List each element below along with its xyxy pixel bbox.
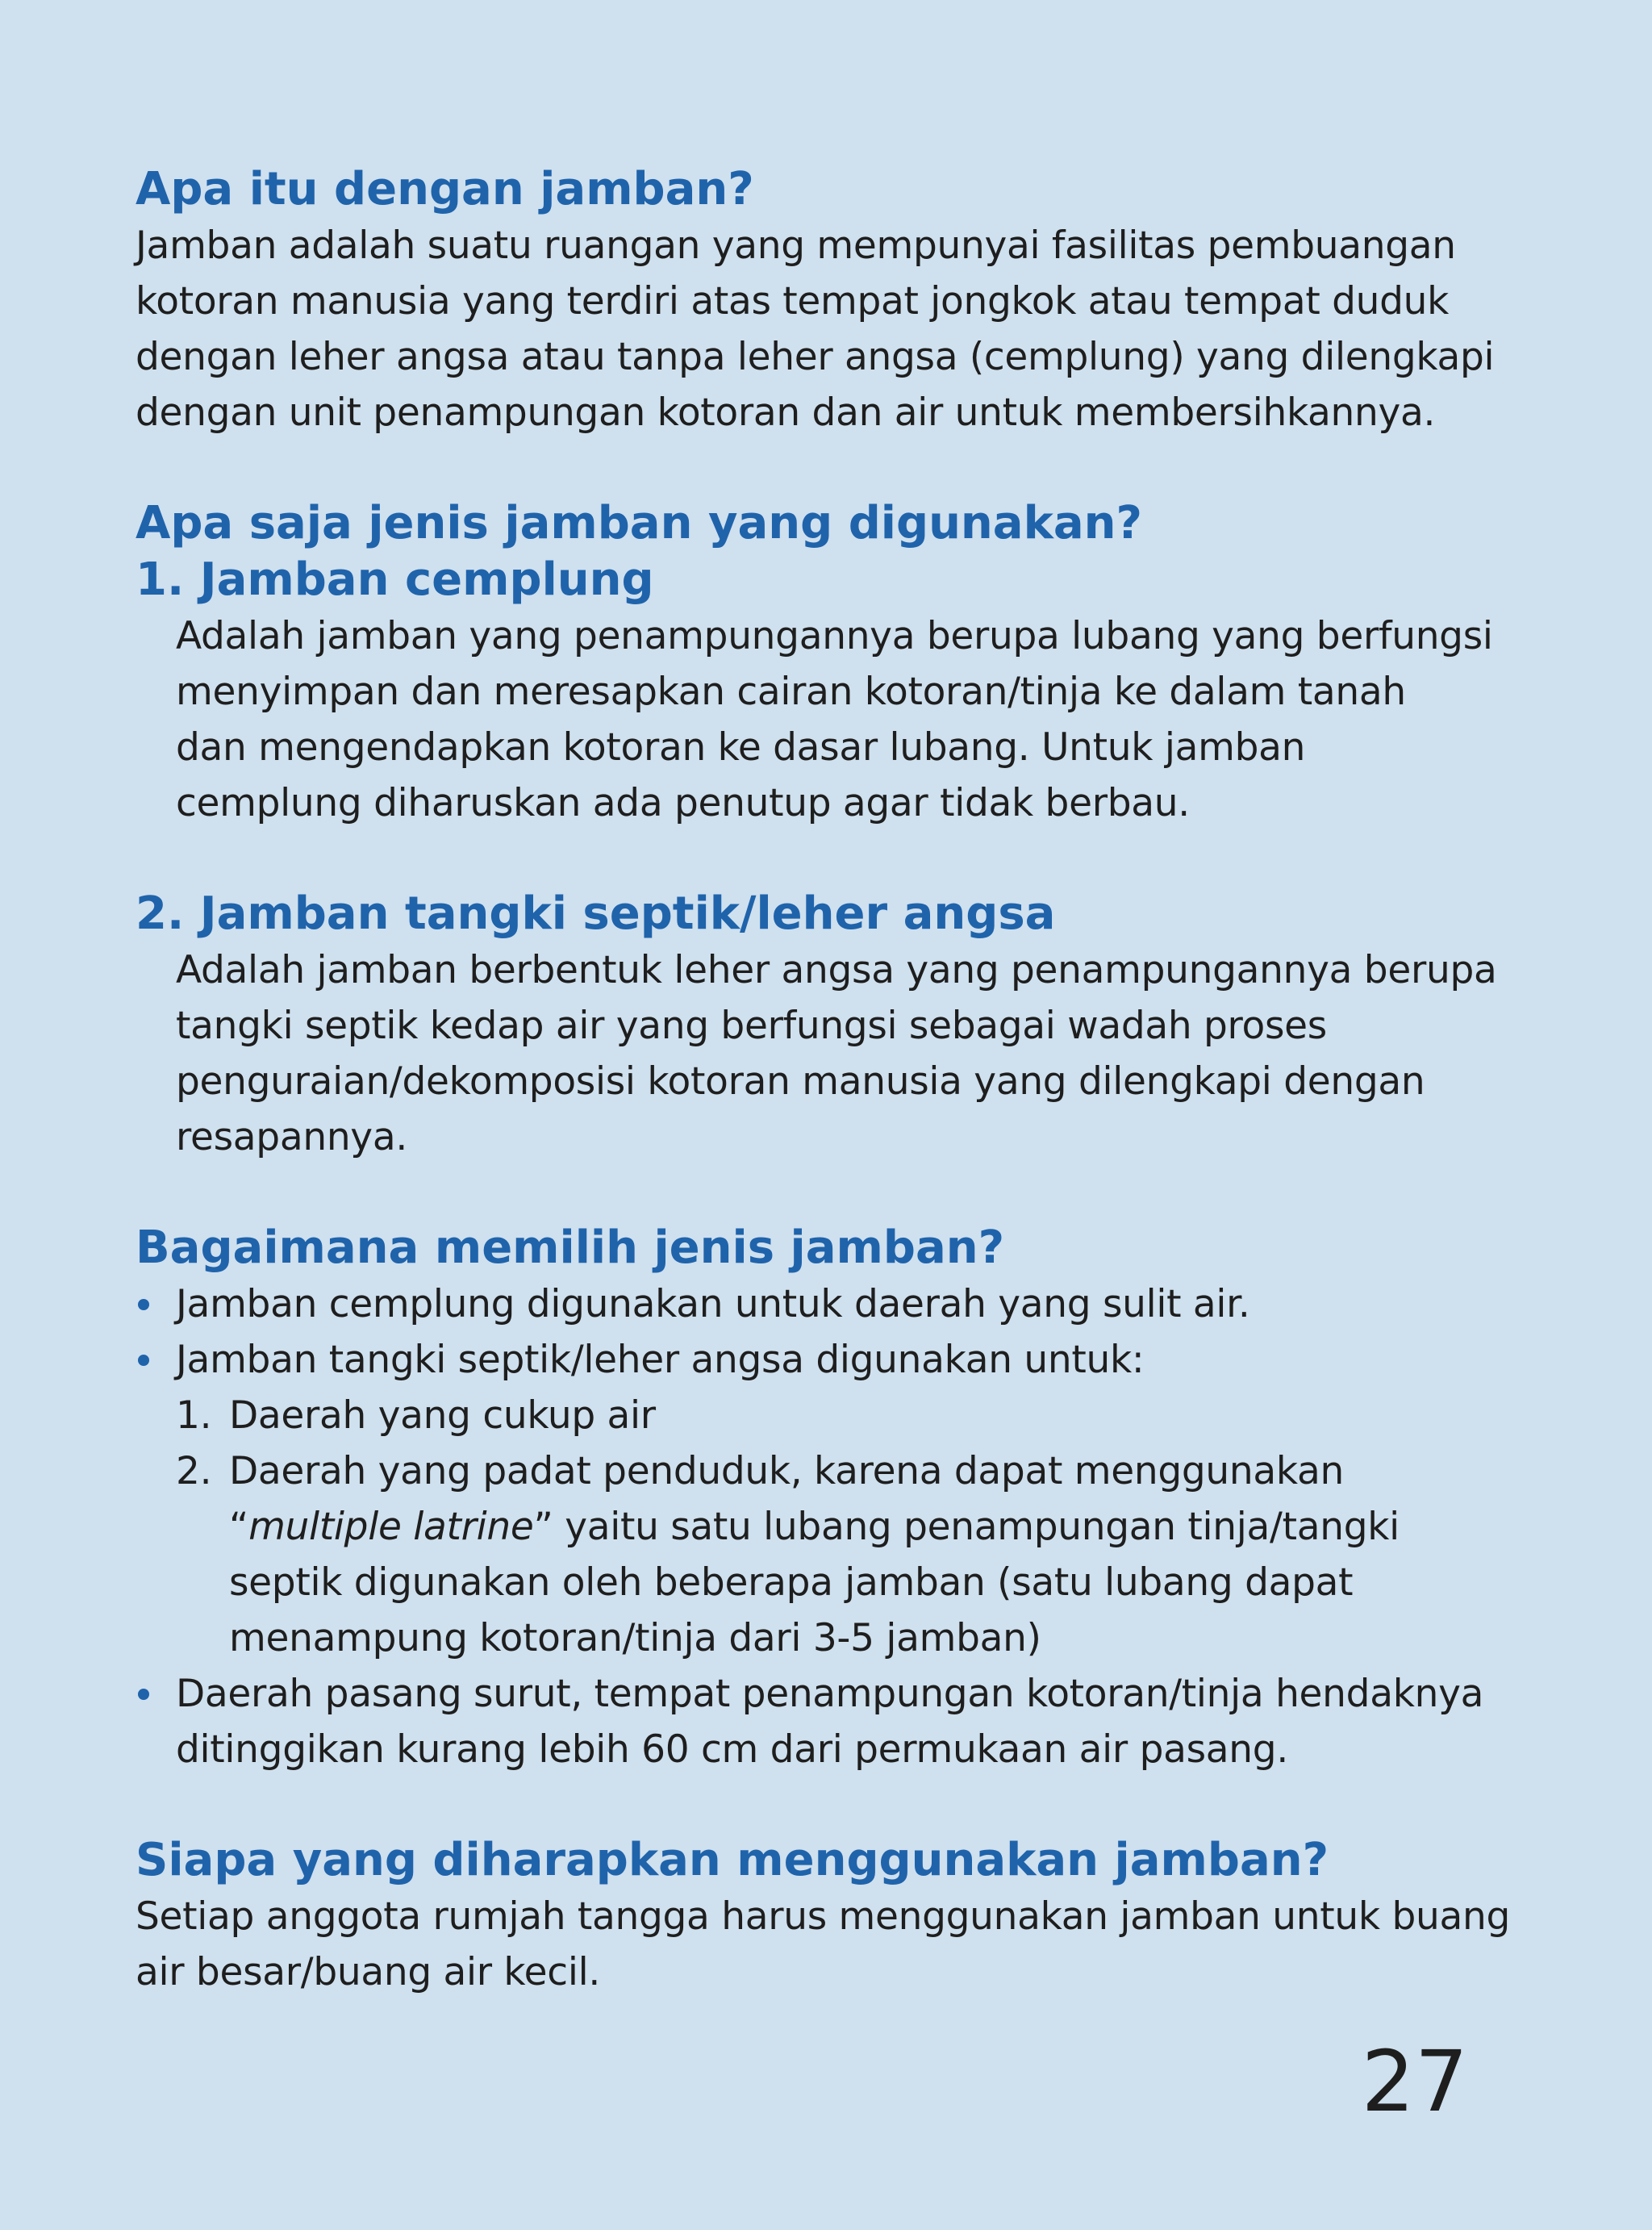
text-line: cemplung diharuskan ada penutup agar tidak berbau. — [176, 781, 1190, 825]
paragraph-jamban-tangki-septik — [176, 942, 1507, 1165]
bullet-text: ditinggikan kurang lebih 60 cm dari permukaan air pasang. — [176, 1727, 1288, 1772]
item-text: Daerah yang padat penduduk, karena dapat menggunakan — [229, 1449, 1344, 1493]
item-number: 2. — [176, 1449, 212, 1493]
text-line: tangki septik kedap air yang berfungsi sebagai wadah proses — [176, 1004, 1327, 1048]
text-line: dengan leher angsa atau tanpa leher angsa (cemplung) yang dilengkapi — [136, 335, 1495, 379]
text-line: Jamban adalah suatu ruangan yang mempunyai fasilitas pembuangan — [136, 223, 1456, 268]
bullet-dot-icon — [138, 1355, 149, 1366]
italic-term: multiple latrine — [248, 1505, 534, 1549]
text-line: kotoran manusia yang terdiri atas tempat jongkok atau tempat duduk — [136, 279, 1450, 324]
text-line: Setiap anggota rumjah tangga harus menggunakan jamban untuk buang — [136, 1894, 1510, 1939]
item-text: ” yaitu satu lubang penampungan tinja/tangki — [533, 1505, 1400, 1549]
page-number: 27 — [1361, 2032, 1468, 2131]
bullet-text: Daerah pasang surut, tempat penampungan kotoran/tinja hendaknya — [176, 1672, 1484, 1716]
item-text-line: septik digunakan oleh beberapa jamban (satu lubang dapat — [229, 1560, 1354, 1605]
item-text-line: menampung kotoran/tinja dari 3-5 jamban) — [229, 1616, 1041, 1660]
bullet-dot-icon — [138, 1299, 149, 1310]
subheading-jamban-tangki-septik: 2. Jamban tangki septik/leher angsa — [136, 887, 1056, 940]
subheading-jamban-cemplung: 1. Jamban cemplung — [136, 553, 654, 606]
numbered-item-1 — [176, 1388, 1507, 1443]
paragraph-definition — [136, 218, 1507, 441]
text-line: dengan unit penampungan kotoran dan air untuk membersihkannya. — [136, 390, 1436, 435]
text-line: air besar/buang air kecil. — [136, 1950, 600, 1994]
text-line: penguraian/dekomposisi kotoran manusia yang dilengkapi dengan — [176, 1059, 1425, 1104]
heading-apa-itu-jamban: Apa itu dengan jamban? — [136, 163, 754, 215]
list-item — [136, 1332, 1507, 1388]
text-line: Adalah jamban yang penampungannya berupa lubang yang berfungsi — [176, 614, 1493, 658]
list-item — [136, 1666, 1507, 1777]
text-line: resapannya. — [176, 1115, 407, 1159]
numbered-item-2 — [176, 1443, 1507, 1666]
paragraph-jamban-cemplung — [176, 608, 1507, 831]
quote-mark: “ — [229, 1505, 249, 1549]
list-item — [136, 1276, 1507, 1332]
bullet-list — [136, 1666, 1507, 1777]
text-line: Adalah jamban berbentuk leher angsa yang penampungannya berupa — [176, 948, 1497, 992]
heading-jenis-jamban: Apa saja jenis jamban yang digunakan? — [136, 497, 1142, 549]
paragraph-siapa — [136, 1889, 1510, 2000]
document-page — [136, 161, 1510, 2000]
text-line: menyimpan dan meresapkan cairan kotoran/tinja ke dalam tanah — [176, 670, 1406, 714]
bullet-list — [136, 1276, 1507, 1388]
item-text: Daerah yang cukup air — [229, 1393, 656, 1438]
bullet-text: Jamban cemplung digunakan untuk daerah yang sulit air. — [176, 1282, 1250, 1326]
bullet-dot-icon — [138, 1689, 149, 1700]
item-number: 1. — [176, 1393, 212, 1438]
item-text-line — [229, 1499, 1507, 1555]
text-line: dan mengendapkan kotoran ke dasar lubang. Untuk jamban — [176, 725, 1306, 770]
heading-siapa-menggunakan: Siapa yang diharapkan menggunakan jamban? — [136, 1834, 1329, 1886]
bullet-text: Jamban tangki septik/leher angsa digunakan untuk: — [176, 1338, 1145, 1382]
heading-memilih-jamban: Bagaimana memilih jenis jamban? — [136, 1221, 1005, 1274]
